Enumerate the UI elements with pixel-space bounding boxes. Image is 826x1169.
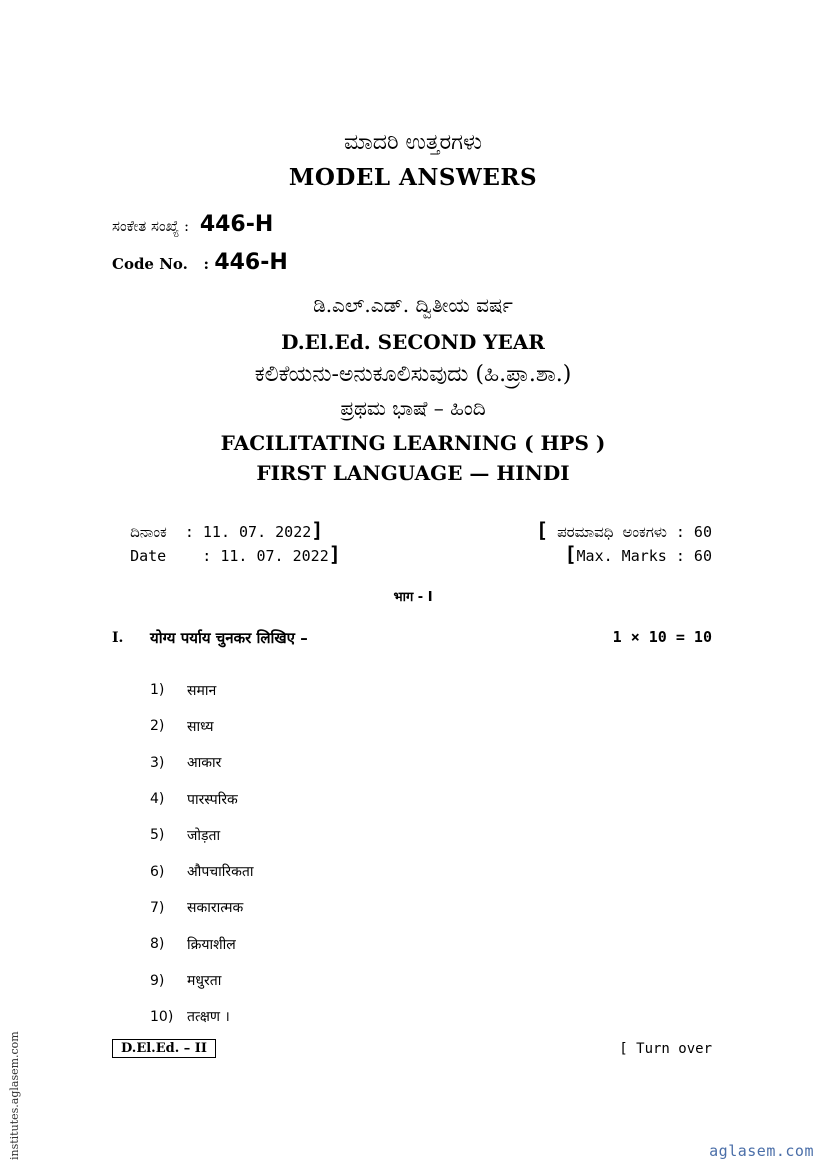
list-item — [150, 817, 254, 853]
course-kannada: ಡಿ.ಎಲ್.ಎಡ್. ದ್ವಿತೀಯ ವರ್ಷ — [313, 293, 513, 317]
list-item — [150, 672, 254, 708]
code-row-english — [112, 250, 288, 275]
question-marks: 1 × 10 = 10 — [612, 628, 712, 646]
subject-english-1: FACILITATING LEARNING ( HPS ) — [220, 431, 606, 455]
list-item — [150, 853, 254, 889]
answer-number: 10) — [150, 1008, 174, 1025]
answer-text: जोड़ता — [187, 827, 221, 844]
title-english: MODEL ANSWERS — [288, 164, 538, 191]
date-kannada-text: ದಿನಾಂಕ : 11. 07. 2022 — [130, 523, 312, 541]
turn-over-note: [ Turn over — [619, 1041, 712, 1057]
code-value-kannada: 446-H — [199, 212, 274, 237]
code-value-english: 446-H — [214, 250, 288, 275]
code-row-kannada — [112, 212, 273, 237]
answer-text: मधुरता — [187, 973, 222, 990]
subject-english-2: FIRST LANGUAGE — HINDI — [256, 461, 570, 485]
bracket-close: ] — [311, 518, 324, 542]
date-english — [112, 524, 341, 566]
bracket-open: [ — [535, 518, 549, 542]
code-label-english: Code No. : — [112, 255, 210, 273]
answer-number: 4) — [150, 791, 165, 808]
answer-number: 9) — [150, 972, 165, 989]
question-number: I. — [112, 630, 124, 646]
list-item — [150, 962, 254, 998]
marks-kannada-text: ಪರಮಾವಧಿ ಅಂಕಗಳು : 60 — [557, 523, 712, 541]
answer-number: 6) — [150, 863, 165, 880]
answer-text: साध्य — [187, 718, 214, 735]
bracket-close: ] — [328, 542, 341, 566]
list-item — [150, 926, 254, 962]
marks-english-text: Max. Marks : 60 — [576, 547, 712, 565]
answer-text: समान — [187, 682, 217, 699]
answer-text: आकार — [187, 755, 222, 772]
footer-course-box: D.El.Ed. – II — [112, 1039, 216, 1058]
answer-text: पारस्परिक — [187, 791, 238, 808]
brand-link[interactable]: aglasem.com — [709, 1142, 814, 1160]
answer-number: 3) — [150, 754, 165, 771]
answer-number: 7) — [150, 899, 165, 916]
answer-number: 8) — [150, 936, 165, 953]
answer-text: क्रियाशील — [187, 936, 236, 953]
answer-text: तत्क्षण । — [187, 1009, 230, 1026]
subject-kannada-1: ಕಲಿಕೆಯನು-ಅನುಕೂಲಿಸುವುದು (ಹಿ.ಪ್ರಾ.ಶಾ.) — [254, 362, 572, 387]
title-kannada: ಮಾದರಿ ಉತ್ತರಗಳು — [344, 130, 482, 155]
subject-kannada-2: ಪ್ರಥಮ ಭಾಷೆ – ಹಿಂದಿ — [340, 396, 486, 420]
section-title: भाग - I — [393, 590, 433, 605]
answer-number: 1) — [150, 682, 165, 699]
list-item — [150, 781, 254, 817]
list-item — [150, 890, 254, 926]
list-item — [150, 745, 254, 781]
side-url[interactable]: institutes.aglasem.com — [8, 1031, 21, 1160]
answer-number: 2) — [150, 718, 165, 735]
answer-list — [150, 672, 254, 1035]
bracket-open: [ — [564, 542, 577, 566]
list-item — [150, 708, 254, 744]
list-item — [150, 999, 254, 1035]
code-label-kannada: ಸಂಕೇತ ಸಂಖ್ಯೆ : — [112, 217, 190, 235]
answer-text: औपचारिकता — [187, 864, 254, 881]
answer-text: सकारात्मक — [187, 900, 244, 917]
course-english: D.El.Ed. SECOND YEAR — [281, 330, 545, 354]
answer-number: 5) — [150, 827, 165, 844]
date-english-text: Date : 11. 07. 2022 — [130, 547, 329, 565]
question-text: योग्य पर्याय चुनकर लिखिए – — [150, 629, 308, 647]
marks-english — [546, 524, 712, 566]
